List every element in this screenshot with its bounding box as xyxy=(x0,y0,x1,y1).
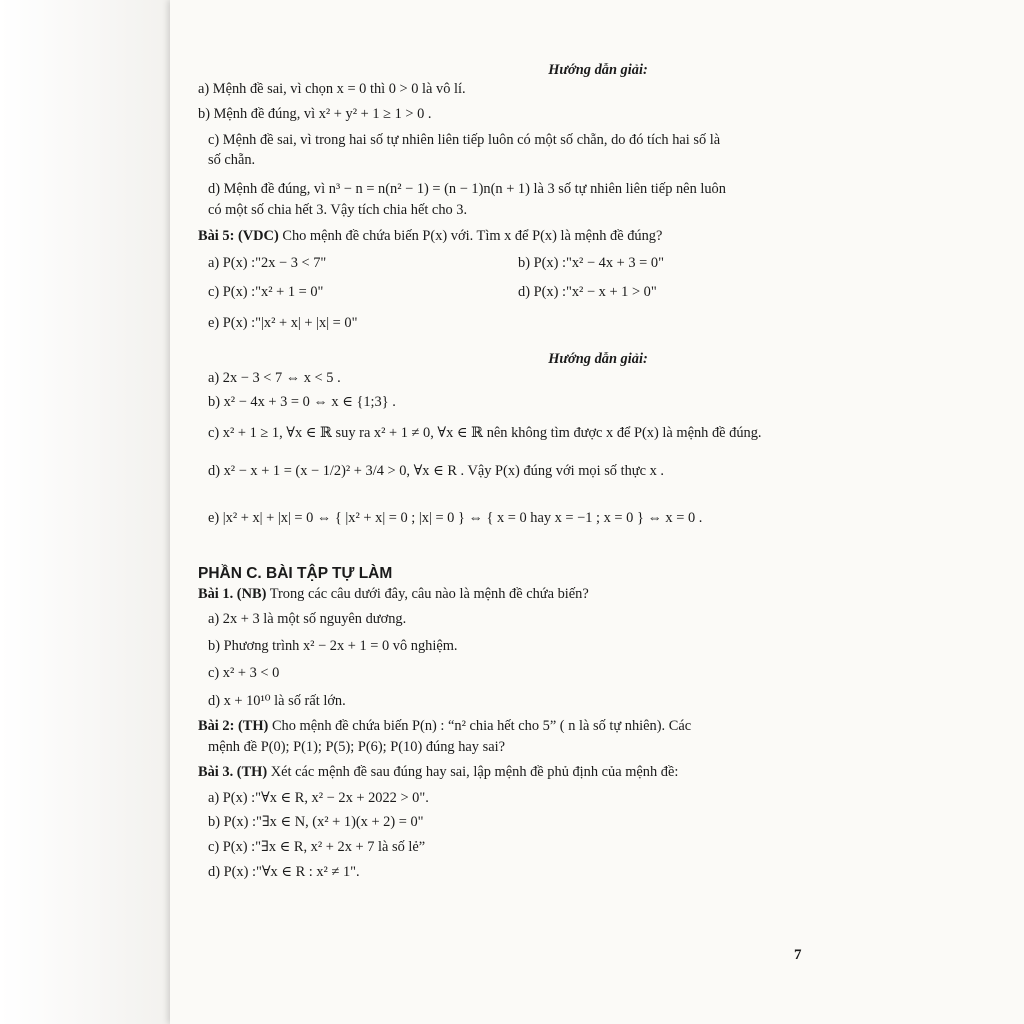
hint1-line-b: b) Mệnh đề đúng, vì x² + y² + 1 ≥ 1 > 0 . xyxy=(198,106,432,123)
page-number: 7 xyxy=(794,947,802,963)
hint2-line-c: c) x² + 1 ≥ 1, ∀x ∈ ℝ suy ra x² + 1 ≠ 0, ∀x ∈ ℝ nên không tìm được x để P(x) là mệnh đề đúng. xyxy=(208,424,762,441)
bai3-heading xyxy=(198,764,998,781)
bai5-option-a: a) P(x) :"2x − 3 < 7" xyxy=(208,254,327,271)
hint2-line-b: b) x² − 4x + 3 = 0 ⇔ x ∈ {1;3} . xyxy=(208,394,396,411)
bai2-heading xyxy=(198,718,998,735)
bai3-option-b: b) P(x) :"∃x ∈ N, (x² + 1)(x + 2) = 0" xyxy=(208,814,424,831)
bai5-label: Bài 5: (VDC) xyxy=(198,227,279,244)
bai5-option-d: d) P(x) :"x² − x + 1 > 0" xyxy=(518,284,657,301)
hint1-line-c: c) Mệnh đề sai, vì trong hai số tự nhiên liên tiếp luôn có một số chẵn, do đó tích hai số là xyxy=(208,131,721,148)
bai1-text: Trong các câu dưới đây, câu nào là mệnh đề chứa biến? xyxy=(266,586,589,603)
bai5-text: Cho mệnh đề chứa biến P(x) với. Tìm x để P(x) là mệnh đề đúng? xyxy=(278,227,663,244)
bai5-option-c: c) P(x) :"x² + 1 = 0" xyxy=(208,284,324,301)
hint1-line-d: d) Mệnh đề đúng, vì n³ − n = n(n² − 1) = (n − 1)n(n + 1) là 3 số tự nhiên liên tiếp nên luôn xyxy=(208,180,726,197)
hint-title-1: Hướng dẫn giải: xyxy=(548,62,648,78)
page-margin xyxy=(0,0,170,1024)
hint2-line-a: a) 2x − 3 < 7 ⇔ x < 5 . xyxy=(208,369,341,386)
bai1-option-c: c) x² + 3 < 0 xyxy=(208,665,280,682)
bai2-label: Bài 2: (TH) xyxy=(198,718,269,735)
hint1-line-a: a) Mệnh đề sai, vì chọn x = 0 thì 0 > 0 là vô lí. xyxy=(198,80,466,97)
bai1-label: Bài 1. (NB) xyxy=(198,586,267,603)
bai3-option-a: a) P(x) :"∀x ∈ R, x² − 2x + 2022 > 0". xyxy=(208,789,429,806)
hint1-line-c2: số chẵn. xyxy=(208,152,256,169)
bai1-option-b: b) Phương trình x² − 2x + 1 = 0 vô nghiệm. xyxy=(208,637,458,654)
bai3-text: Xét các mệnh đề sau đúng hay sai, lập mệnh đề phủ định của mệnh đề: xyxy=(267,764,679,781)
document-page xyxy=(170,0,1024,1024)
bai3-option-c: c) P(x) :"∃x ∈ R, x² + 2x + 7 là số lẻ” xyxy=(208,839,426,855)
bai1-option-d: d) x + 10¹⁰ là số rất lớn. xyxy=(208,692,346,709)
bai5-option-e: e) P(x) :"|x² + x| + |x| = 0" xyxy=(208,314,358,331)
bai1-heading xyxy=(198,586,998,603)
bai3-label: Bài 3. (TH) xyxy=(198,764,268,781)
bai3-option-d: d) P(x) :"∀x ∈ R : x² ≠ 1". xyxy=(208,863,360,880)
hint-title-2: Hướng dẫn giải: xyxy=(548,351,648,368)
bai2-text-cont: mệnh đề P(0); P(1); P(5); P(6); P(10) đúng hay sai? xyxy=(208,738,505,755)
section-title-part-c: PHẦN C. BÀI TẬP TỰ LÀM xyxy=(198,564,393,582)
hint1-line-d2: có một số chia hết 3. Vậy tích chia hết cho 3. xyxy=(208,202,468,219)
bai5-row-ab xyxy=(198,255,998,272)
page-content xyxy=(198,62,998,880)
bai1-option-a: a) 2x + 3 là một số nguyên dương. xyxy=(208,610,407,627)
bai5-row-cd xyxy=(198,284,998,301)
bai2-text: Cho mệnh đề chứa biến P(n) : “n² chia hết cho 5” ( n là số tự nhiên). Các xyxy=(268,718,692,735)
bai5-option-b: b) P(x) :"x² − 4x + 3 = 0" xyxy=(518,254,664,271)
hint2-line-d: d) x² − x + 1 = (x − 1/2)² + 3/4 > 0, ∀x ∈ R . Vậy P(x) đúng với mọi số thực x . xyxy=(208,463,664,480)
bai5-heading xyxy=(198,228,998,245)
hint2-line-e: e) |x² + x| + |x| = 0 ⇔ { |x² + x| = 0 ; |x| = 0 } ⇔ { x = 0 hay x = −1 ; x = 0 } ⇔ x = 0 . xyxy=(208,510,703,526)
